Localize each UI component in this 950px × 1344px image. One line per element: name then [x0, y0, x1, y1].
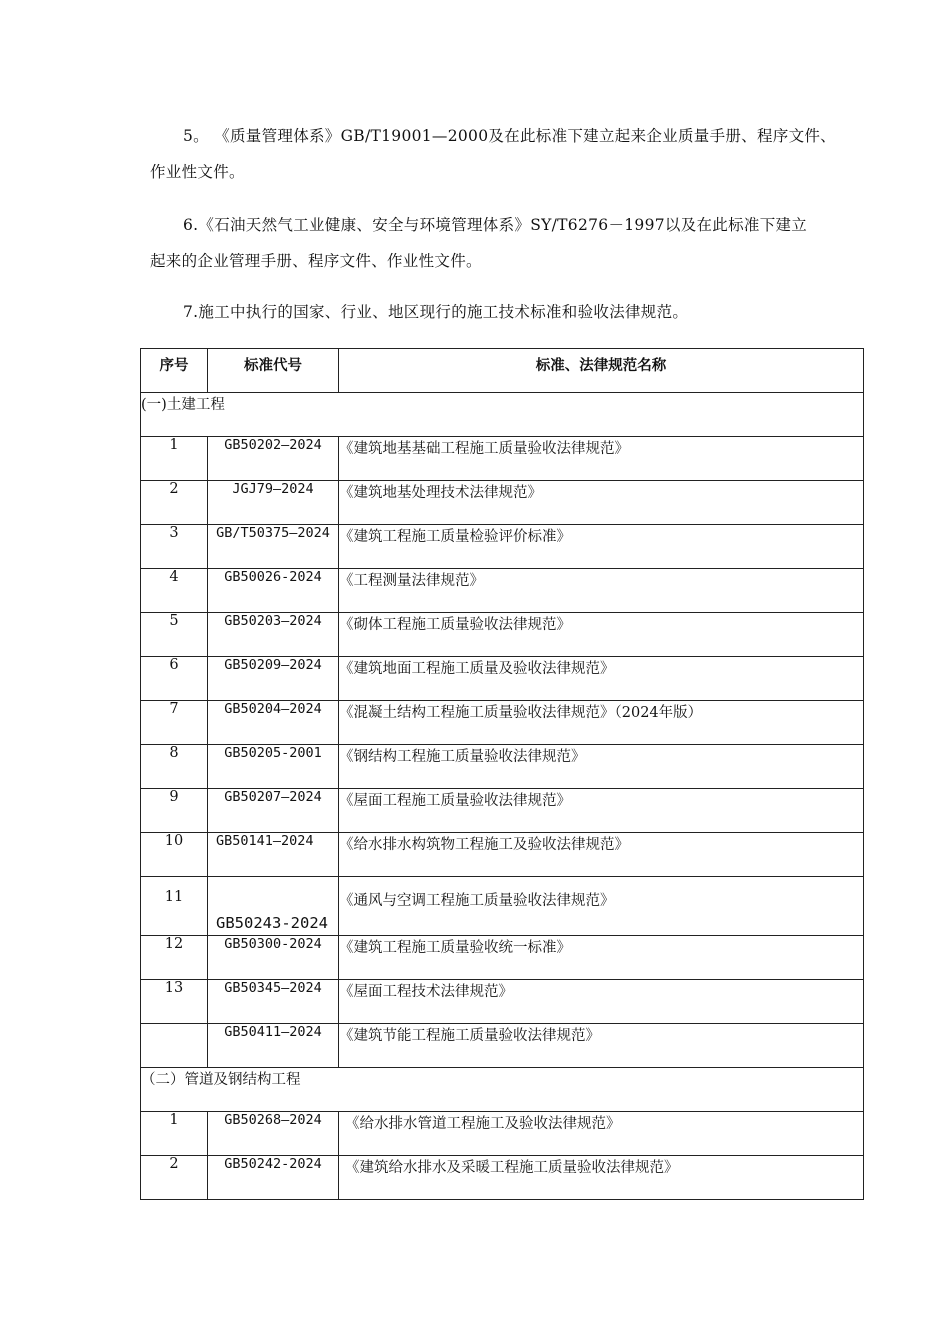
row-code: GB50411—2024 [208, 1024, 339, 1068]
row-name: 《混凝土结构工程施工质量验收法律规范》（2024年版） [339, 701, 864, 745]
row-no: 9 [141, 789, 208, 833]
row-code: GB50205-2001 [208, 745, 339, 789]
table-row [141, 936, 864, 980]
row-no: 8 [141, 745, 208, 789]
row-no: 7 [141, 701, 208, 745]
row-no [141, 1024, 208, 1068]
paragraph-item-6 [150, 207, 850, 279]
row-no: 2 [141, 481, 208, 525]
paragraph-line: 起来的企业管理手册、程序文件、作业性文件。 [150, 252, 482, 270]
table-row [141, 980, 864, 1024]
table-row [141, 1112, 864, 1156]
row-name: 《砌体工程施工质量验收法律规范》 [339, 613, 864, 657]
row-name: 《建筑节能工程施工质量验收法律规范》 [339, 1024, 864, 1068]
row-code: GB50268—2024 [208, 1112, 339, 1156]
row-code: GB50242-2024 [208, 1156, 339, 1200]
row-name: 《工程测量法律规范》 [339, 569, 864, 613]
row-name: 《建筑地面工程施工质量及验收法律规范》 [339, 657, 864, 701]
row-code: GB50204—2024 [208, 701, 339, 745]
row-name: 《建筑地基处理技术法律规范》 [339, 481, 864, 525]
row-no: 13 [141, 980, 208, 1024]
standards-table [140, 348, 864, 1200]
row-name: 《给水排水构筑物工程施工及验收法律规范》 [339, 833, 864, 877]
row-code: GB50209—2024 [208, 657, 339, 701]
header-no: 序号 [141, 349, 208, 393]
table-row [141, 833, 864, 877]
row-code: GB50203—2024 [208, 613, 339, 657]
row-code: GB50345—2024 [208, 980, 339, 1024]
row-name: 《屋面工程技术法律规范》 [339, 980, 864, 1024]
row-no: 11 [141, 877, 208, 936]
paragraph-line: 7.施工中执行的国家、行业、地区现行的施工技术标准和验收法律规范。 [183, 303, 689, 321]
row-code: JGJ79—2024 [208, 481, 339, 525]
row-code: GB50202—2024 [208, 437, 339, 481]
row-code: GB50243-2024 [208, 877, 339, 936]
section-title: (一)土建工程 [141, 393, 864, 437]
section-title: （二）管道及钢结构工程 [141, 1068, 864, 1112]
table-row [141, 613, 864, 657]
paragraph-line: 5。 《质量管理体系》GB/T19001—2000及在此标准下建立起来企业质量手册、程序文件、 [183, 127, 836, 145]
table-row [141, 481, 864, 525]
paragraph-item-5 [150, 118, 850, 190]
table-row [141, 745, 864, 789]
row-name: 《建筑地基基础工程施工质量验收法律规范》 [339, 437, 864, 481]
row-code: GB50300-2024 [208, 936, 339, 980]
row-code: GB50141—2024 [208, 833, 339, 877]
table-row [141, 1024, 864, 1068]
row-name: 《建筑给水排水及采暖工程施工质量验收法律规范》 [339, 1156, 864, 1200]
table-row [141, 789, 864, 833]
row-code: GB50207—2024 [208, 789, 339, 833]
row-no: 4 [141, 569, 208, 613]
row-no: 1 [141, 1112, 208, 1156]
row-code: GB/T50375—2024 [208, 525, 339, 569]
section-row [141, 393, 864, 437]
row-no: 2 [141, 1156, 208, 1200]
table-row [141, 657, 864, 701]
paragraph-line: 6.《石油天然气工业健康、安全与环境管理体系》SY/T6276－1997以及在此标准下建立 [183, 216, 808, 234]
paragraph-item-7 [150, 294, 850, 330]
table-row [141, 569, 864, 613]
table-header-row [141, 349, 864, 393]
header-code: 标准代号 [208, 349, 339, 393]
row-no: 5 [141, 613, 208, 657]
table-row [141, 1156, 864, 1200]
table-row [141, 877, 864, 936]
row-no: 3 [141, 525, 208, 569]
row-name: 《给水排水管道工程施工及验收法律规范》 [339, 1112, 864, 1156]
row-no: 1 [141, 437, 208, 481]
table-row [141, 701, 864, 745]
table-row [141, 437, 864, 481]
row-name: 《通风与空调工程施工质量验收法律规范》 [339, 877, 864, 936]
row-name: 《屋面工程施工质量验收法律规范》 [339, 789, 864, 833]
row-code: GB50026-2024 [208, 569, 339, 613]
row-name: 《建筑工程施工质量验收统一标准》 [339, 936, 864, 980]
row-name: 《建筑工程施工质量检验评价标准》 [339, 525, 864, 569]
header-name: 标准、法律规范名称 [339, 349, 864, 393]
row-name: 《钢结构工程施工质量验收法律规范》 [339, 745, 864, 789]
paragraph-line: 作业性文件。 [150, 163, 245, 181]
row-no: 12 [141, 936, 208, 980]
table-row [141, 525, 864, 569]
row-no: 6 [141, 657, 208, 701]
section-row [141, 1068, 864, 1112]
row-no: 10 [141, 833, 208, 877]
